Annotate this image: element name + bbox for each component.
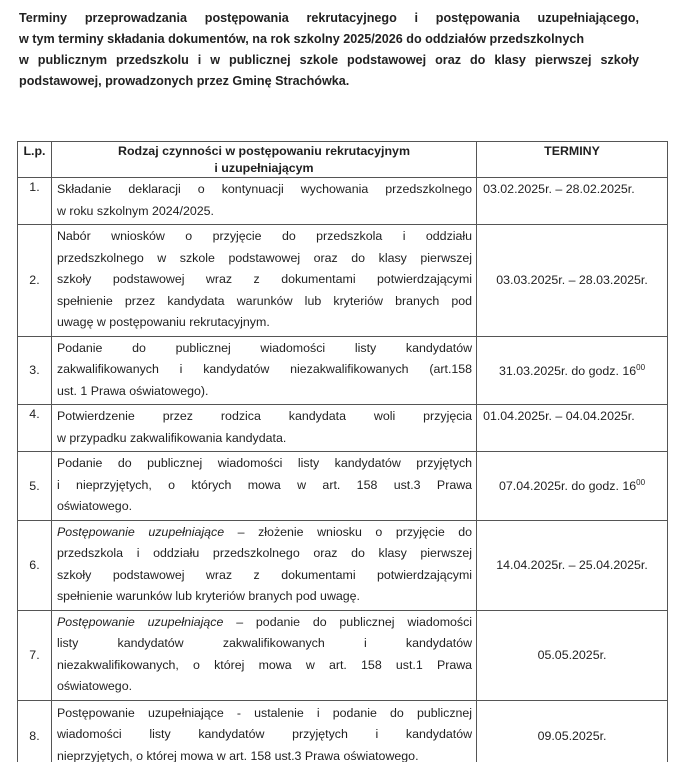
row-date [477, 520, 668, 610]
row-description [51, 336, 476, 405]
row-description [51, 452, 476, 521]
row-date [477, 178, 668, 225]
header-description-line2: i uzupełniającym [214, 161, 314, 175]
description-line [57, 522, 472, 544]
description-line-rest: – podanie do publicznej wiadomości [223, 614, 473, 629]
description-line: oświatowego. [56, 679, 133, 693]
document-title [19, 8, 639, 92]
row-number: 3. [18, 336, 52, 405]
description-line: przedszkola i oddziału przedszkolnego oraz do klasy pierwszej [56, 546, 473, 560]
date-text: 03.03.2025r. – 28.03.2025r. [496, 273, 648, 288]
title-line-1: Terminy przeprowadzania postępowania rekrutacyjnego i postępowania uzupełniającego, [19, 11, 639, 25]
table-row [18, 610, 668, 700]
description-line: listy kandydatów zakwalifikowanych i kandydatów [56, 636, 473, 650]
description-line: nieprzyjętych, o której mowa w art. 158 ust.3 Prawa oświatowego. [56, 748, 419, 762]
header-description-line1: Rodzaj czynności w postępowaniu rekrutacyjnym [118, 144, 410, 158]
table-row [18, 405, 668, 452]
table-row [18, 178, 668, 225]
row-description [51, 610, 476, 700]
description-line: Podanie do publicznej wiadomości listy kandydatów [56, 340, 473, 355]
date-text: 09.05.2025r. [537, 728, 607, 743]
description-line: wiadomości listy kandydatów przyjętych i kandydatów [56, 727, 473, 742]
date-text: 14.04.2025r. – 25.04.2025r. [496, 558, 648, 572]
row-number: 4. [18, 405, 52, 452]
description-line: niezakwalifikowanych, o której mowa w art. 158 ust.1 Prawa [56, 657, 473, 672]
table-row [18, 520, 668, 610]
row-number: 7. [18, 610, 52, 700]
description-line: Potwierdzenie przez rodzica kandydata woli przyjęcia [56, 409, 473, 423]
date-text: 05.05.2025r. [537, 648, 607, 662]
time-minutes-superscript: 00 [636, 362, 646, 372]
italic-prefix: Postępowanie uzupełniające [56, 524, 225, 539]
description-line: ust. 1 Prawa oświatowego). [56, 383, 209, 398]
row-date [477, 700, 668, 762]
row-date [477, 225, 668, 337]
header-description [51, 142, 476, 178]
title-line-4: podstawowej, prowadzonych przez Gminę Strachówka. [19, 74, 350, 88]
description-line: Podanie do publicznej wiadomości listy kandydatów przyjętych [56, 456, 473, 470]
table-row [18, 452, 668, 521]
description-line: Postępowanie uzupełniające - ustalenie i podanie do publicznej [56, 705, 473, 720]
date-text: 31.03.2025r. do godz. 16 [499, 363, 637, 378]
description-line: zakwalifikowanych i kandydatów niezakwalifikowanych (art.158 [56, 362, 473, 376]
row-description [51, 178, 476, 225]
table-header-row [18, 142, 668, 178]
description-line: Nabór wniosków o przyjęcie do przedszkola i oddziału [56, 229, 473, 243]
description-line: szkoły podstawowej wraz z dokumentami potwierdzającymi [56, 272, 473, 286]
description-line: Składanie deklaracji o kontynuacji wychowania przedszkolnego [56, 182, 473, 196]
time-minutes-superscript: 00 [636, 478, 646, 488]
description-line: przedszkolnego w szkole podstawowej oraz do klasy pierwszej [56, 250, 473, 265]
title-line-3: w publicznym przedszkolu i w publicznej szkole podstawowej oraz do klasy pierwszej szkoły [19, 53, 639, 67]
row-number: 8. [18, 700, 52, 762]
description-line-rest: – złożenie wniosku o przyjęcie do [224, 524, 473, 539]
recruitment-schedule-table [17, 141, 668, 762]
table-row [18, 336, 668, 405]
description-line: szkoły podstawowej wraz z dokumentami potwierdzającymi [56, 567, 473, 582]
date-text: 01.04.2025r. – 04.04.2025r. [483, 409, 635, 423]
row-description [51, 405, 476, 452]
row-description [51, 700, 476, 762]
description-line: w przypadku zakwalifikowania kandydata. [56, 430, 287, 445]
row-number: 6. [18, 520, 52, 610]
description-line [57, 612, 472, 634]
description-line: w roku szkolnym 2024/2025. [56, 203, 214, 218]
row-number: 2. [18, 225, 52, 337]
description-line: i nieprzyjętych, o których mowa w art. 158 ust.3 Prawa [56, 477, 473, 492]
title-line-2: w tym terminy składania dokumentów, na rok szkolny 2025/2026 do oddziałów przedszkolnych [19, 32, 585, 46]
row-date [477, 405, 668, 452]
row-number: 5. [18, 452, 52, 521]
description-line: spełnienie warunków lub kryteriów branych pod uwagę. [56, 589, 361, 603]
row-description [51, 520, 476, 610]
row-date [477, 610, 668, 700]
row-number: 1. [18, 178, 52, 225]
row-date [477, 336, 668, 405]
row-date [477, 452, 668, 521]
date-text: 07.04.2025r. do godz. 16 [499, 479, 637, 494]
table-row [18, 700, 668, 762]
date-text: 03.02.2025r. – 28.02.2025r. [483, 182, 635, 196]
header-dates: TERMINY [477, 142, 668, 178]
row-description [51, 225, 476, 337]
description-line: spełnienie przez kandydata warunków lub kryteriów branych pod [56, 293, 473, 308]
description-line: oświatowego. [56, 499, 133, 513]
italic-prefix: Postępowanie uzupełniające [56, 614, 224, 629]
header-lp: L.p. [18, 142, 52, 178]
table-row [18, 225, 668, 337]
description-line: uwagę w postępowaniu rekrutacyjnym. [56, 315, 270, 329]
